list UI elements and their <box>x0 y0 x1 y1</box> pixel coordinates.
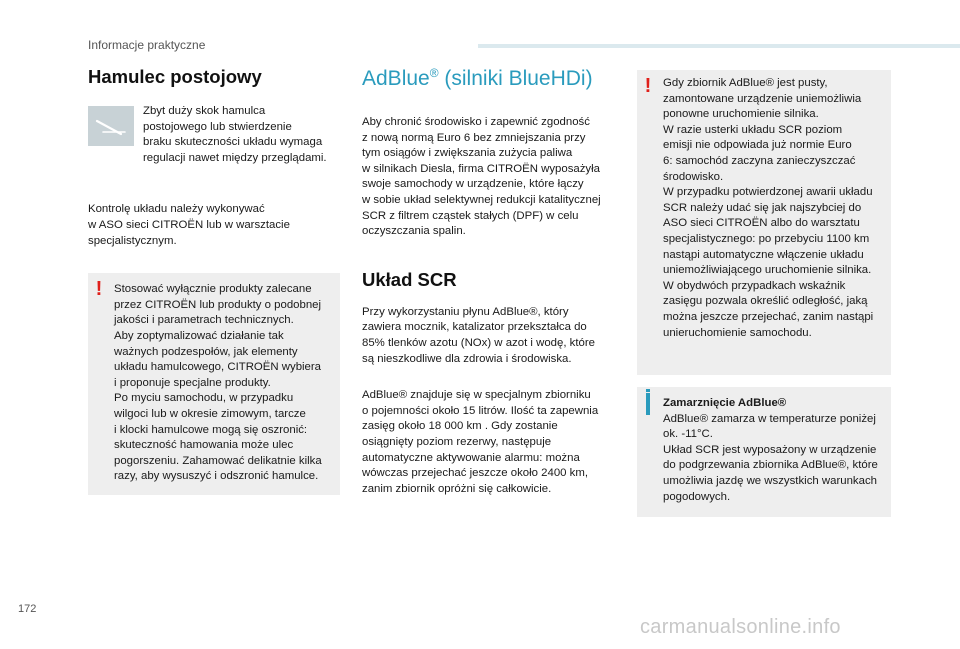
scr-title: Układ SCR <box>362 268 457 290</box>
warning-icon: ! <box>644 75 652 97</box>
page-number: 172 <box>18 603 37 615</box>
info-icon <box>646 389 650 392</box>
adblue-warning-text: Gdy zbiornik AdBlue® jest pusty, zamontowane urządzenie uniemożliwia ponowne uruchomienie silnika. W razie usterki układu SCR poziom emisji nie odpowiada już normie Euro 6: samochód zaczyna zanieczyszczać środowisko. W przypadku potwierdzonej awarii układu SCR należy udać się jak najszybciej do ASO sieci CITROËN albo do warsztatu specjalistycznego: po przebyciu 1100 km nastąpi automatyczne włączenie układu uniemożliwiającego uruchomienie silnika. W obydwóch przypadkach wskaźnik zasięgu pozwala określić odległość, jaką można jeszcze przejechać, zanim nastąpi unieruchomienie samochodu. <box>663 77 874 339</box>
parking-brake-warning-box <box>88 273 340 495</box>
parking-brake-notice-text: Zbyt duży skok hamulca postojowego lub stwierdzenie braku skuteczności układu wymaga regulacji nawet między przeglądami. <box>143 105 327 164</box>
info-bar <box>646 393 650 415</box>
parking-brake-title: Hamulec postojowy <box>88 66 262 87</box>
adblue-info-title: Zamarznięcie AdBlue® <box>663 397 787 410</box>
watermark: carmanualsonline.info <box>640 616 841 638</box>
adblue-notes-column <box>637 70 891 517</box>
parking-brake-column <box>88 66 340 495</box>
adblue-warning-box <box>637 70 891 375</box>
adblue-intro: Aby chronić środowisko i zapewnić zgodność z nową normą Euro 6 bez zmniejszania przy tym osiągów i zwiększania zużycia paliwa w silnikach Diesla, firma CITROËN wyposażyła swoje samochody w urządzenie, które łączy w sobie układ selektywnej redukcji katalitycznej SCR z filtrem cząstek stałych (DPF) w celu oczyszczania spalin. <box>362 116 601 238</box>
scr-paragraph-2: AdBlue® znajduje się w specjalnym zbiorniku o pojemności około 15 litrów. Ilość ta zapewnia zasięg około 18 000 km . Gdy zostanie osiągnięty poziom rezerwy, następuje automatyczne aktywowanie alarmu: można wówczas przejechać jeszcze około 2400 km, zanim zbiornik opróżni się całkowicie. <box>362 389 599 495</box>
warning-icon: ! <box>95 278 103 301</box>
adblue-title: AdBlue® (silniki BlueHDi) <box>362 66 593 90</box>
header-bar <box>478 44 960 48</box>
parking-brake-icon <box>88 106 134 146</box>
adblue-column <box>362 66 617 497</box>
parking-brake-paragraph: Kontrolę układu należy wykonywać w ASO sieci CITROËN lub w warsztacie specjalistycznym. <box>88 203 290 247</box>
section-header: Informacje praktyczne <box>88 38 206 52</box>
scr-paragraph-1: Przy wykorzystaniu płynu AdBlue®, który zawiera mocznik, katalizator przekształca do 85% tlenków azotu (NOx) w azot i wodę, które są nieszkodliwe dla zdrowia i środowiska. <box>362 305 595 365</box>
adblue-info-box <box>637 387 891 517</box>
adblue-info-text: AdBlue® zamarza w temperaturze poniżej ok. -11°C. Układ SCR jest wyposażony w urządzenie do podgrzewania zbiornika AdBlue®, które umożliwia jazdę we wszystkich warunkach pogodowych. <box>663 412 878 503</box>
parking-brake-warning-text: Stosować wyłącznie produkty zalecane przez CITROËN lub produkty o podobnej jakości i parametrach technicznych. Aby zoptymalizować działanie tak ważnych podzespołów, jak elementy układu hamulcowego, CITROËN wybiera i proponuje specjalne produkty. Po myciu samochodu, w przypadku wilgoci lub w okresie zimowym, tarcze i klocki hamulcowe mogą się oszronić: skuteczność hamowania może ulec pogorszeniu. Zahamować delikatnie kilka razy, aby wysuszyć i odszronić hamulce. <box>114 283 322 483</box>
parking-brake-notice <box>88 104 340 166</box>
